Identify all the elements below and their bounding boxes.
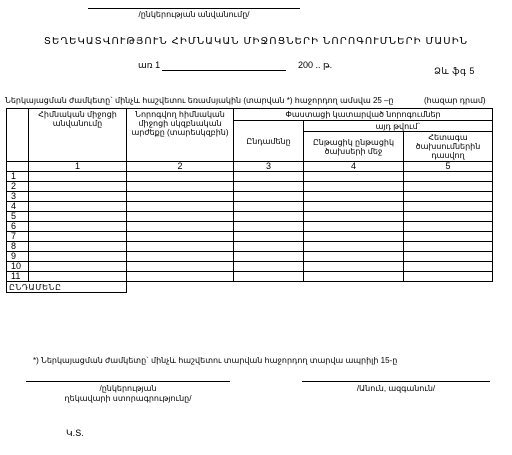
name-line xyxy=(302,381,490,382)
column-number-row: 1 2 3 4 5 xyxy=(7,162,493,172)
repairs-table xyxy=(6,108,493,293)
asset-name-cell[interactable] xyxy=(29,262,127,272)
header-current-expenses: Ընթացիկ ընթացիկ ծախսերի մեջ xyxy=(304,132,404,162)
footnote: *) Ներկայացման ժամկետը` մինչև հաշվետու տարվան հաջորդող տարվա ապրիլի 15-ը xyxy=(33,356,398,365)
signature-caption-2: ղեկավարի ստորագրությունը/ xyxy=(64,394,192,403)
total-row xyxy=(7,282,493,293)
table-row: 6 xyxy=(7,222,493,232)
asset-name-cell[interactable] xyxy=(29,192,127,202)
asset-name-cell[interactable] xyxy=(29,232,127,242)
table-row: 8 xyxy=(7,242,493,252)
name-caption: /Անուն, ազգանուն/ xyxy=(356,384,436,393)
table-row: 2 xyxy=(7,182,493,192)
org-name-caption: /ընկերության անվանումը/ xyxy=(138,10,250,19)
table-row: 3 xyxy=(7,192,493,202)
date-year: 200 .. թ. xyxy=(298,60,333,70)
header-initial-value: Նորոգվող հիմնական միջոցի սկզբնական արժեքը (տարեսկզբին) xyxy=(127,109,234,162)
table-row: 5 xyxy=(7,212,493,222)
header-including: այդ թվում` xyxy=(304,121,493,132)
table-row: 4 xyxy=(7,202,493,212)
table-row: 1 xyxy=(7,172,493,182)
table-row: 7 xyxy=(7,232,493,242)
header-actual-repairs: Փաստացի կատարված նորոգումներ xyxy=(234,109,493,121)
table-row: 9 xyxy=(7,252,493,262)
header-asset-name: Հիմնական միջոցի անվանումը xyxy=(29,109,127,162)
asset-name-cell[interactable] xyxy=(29,222,127,232)
asset-name-cell[interactable] xyxy=(29,182,127,192)
form-code: Ձև ֆգ 5 xyxy=(434,66,475,76)
asset-name-cell[interactable] xyxy=(29,212,127,222)
submission-deadline: Ներկայացման ժամկետը` մինչև հաշվետու եռամսյակին (տարվան *) հաջորդող ամսվա 25 –ը xyxy=(5,96,394,105)
table-row: 11 xyxy=(7,272,493,282)
org-name-line xyxy=(88,8,300,9)
asset-name-cell[interactable] xyxy=(29,272,127,282)
signature-line xyxy=(26,381,230,382)
signature-caption-1: /ընկերության xyxy=(99,384,157,393)
asset-name-cell[interactable] xyxy=(29,202,127,212)
date-line xyxy=(162,70,286,71)
table-row: 10 xyxy=(7,262,493,272)
header-total: Ընդամենը xyxy=(234,121,304,162)
asset-name-cell[interactable] xyxy=(29,252,127,262)
header-subsequent-expenses: Հետագա ծախսումներին դասվող xyxy=(404,132,493,162)
stamp-place: Կ.Տ. xyxy=(66,428,84,438)
total-label: ԸՆԴԱՄԵՆԸ xyxy=(7,282,127,293)
date-prefix: առ 1 xyxy=(138,60,161,70)
asset-name-cell[interactable] xyxy=(29,242,127,252)
asset-name-cell[interactable] xyxy=(29,172,127,182)
currency-unit: (հազար դրամ) xyxy=(424,96,486,105)
document-title: ՏԵՂԵԿԱՏՎՈՒԹՅՈՒՆ ՀԻՄՆԱԿԱՆ ՄԻՋՈՑՆԵՐԻ ՆՈՐՈԳՈՒՄՆԵՐԻ ՄԱՍԻՆ xyxy=(43,36,469,47)
row-number-header xyxy=(7,109,29,162)
